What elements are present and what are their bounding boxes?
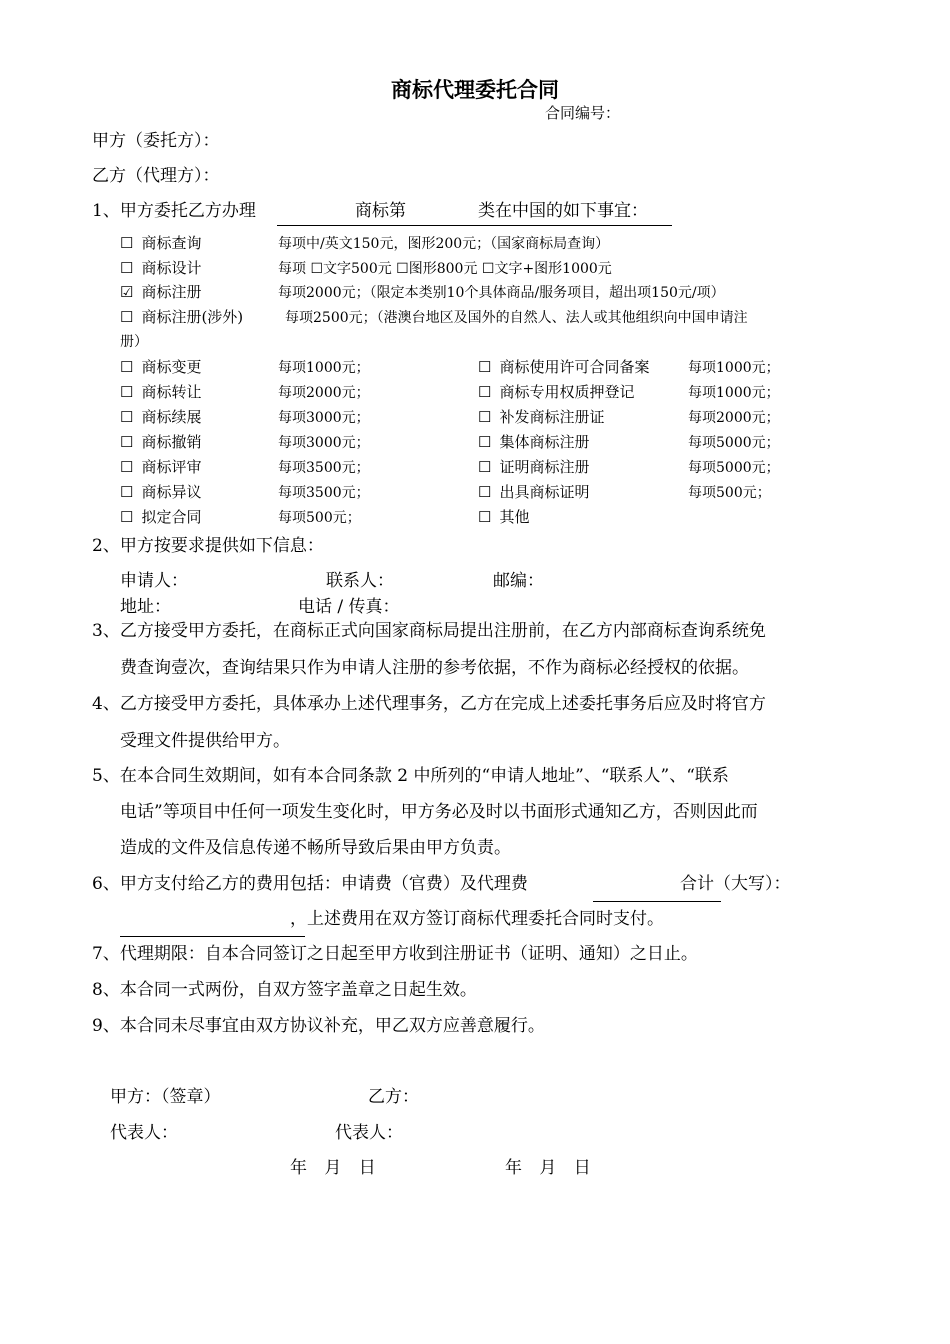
contact-label: 联系人： xyxy=(326,571,394,591)
checkbox[interactable]: ☐ xyxy=(478,458,492,476)
service-price: 每项3000元； xyxy=(278,435,370,451)
service-price: 每项500元； xyxy=(278,510,361,526)
clause-9: 9、本合同未尽事宜由双方协议补充，甲乙双方应善意履行。 xyxy=(92,1016,545,1036)
service-row[interactable] xyxy=(478,356,649,377)
checkbox[interactable]: ☐ xyxy=(478,358,492,376)
clause-8: 8、本合同一式两份，自双方签字盖章之日起生效。 xyxy=(92,980,477,1000)
service-row[interactable] xyxy=(478,431,589,452)
clause-5-line-2: 电话”等项目中任何一项发生变化时，甲方务必及时以书面形式通知乙方，否则因此而 xyxy=(120,802,758,822)
service-label: 商标变更 xyxy=(141,358,202,376)
clause-5-line-1: 5、在本合同生效期间，如有本合同条款 2 中所列的“申请人地址”、“联系人”、“联系 xyxy=(92,766,729,786)
service-price: 每项3500元； xyxy=(278,485,370,501)
checkbox-foreign-registration[interactable]: ☐ xyxy=(120,308,134,326)
service-row-design[interactable] xyxy=(120,257,201,278)
service-price: 每项1000元； xyxy=(278,360,370,376)
service-price: 每项1000元； xyxy=(688,360,780,376)
clause-4-line-1: 4、乙方接受甲方委托，具体承办上述代理事务，乙方在完成上述委托事务后应及时将官方 xyxy=(92,694,766,714)
clause-6-line-2: ，上述费用在双方签订商标代理委托合同时支付。 xyxy=(290,909,664,929)
service-label: 集体商标注册 xyxy=(499,433,590,451)
service-label: 出具商标证明 xyxy=(499,483,590,501)
service-label: 商标查询 xyxy=(141,234,202,252)
checkbox[interactable]: ☐ xyxy=(478,433,492,451)
service-label: 商标撤销 xyxy=(141,433,202,451)
service-price: 每项5000元； xyxy=(688,460,780,476)
clause-6-total-label: 合计（大写）： xyxy=(680,874,791,894)
address-label: 地址： xyxy=(120,597,171,617)
clause-1-middle: 商标第 xyxy=(355,201,406,221)
service-label: 商标注册 xyxy=(141,283,202,301)
service-price: 每项2500元；（港澳台地区及国外的自然人、法人或其他组织向中国申请注 xyxy=(285,310,748,326)
checkbox[interactable]: ☐ xyxy=(120,358,134,376)
service-label: 商标转让 xyxy=(141,383,202,401)
service-row[interactable] xyxy=(478,481,589,502)
party-b-label: 乙方（代理方）： xyxy=(92,166,220,186)
checkbox[interactable]: ☐ xyxy=(478,383,492,401)
service-price: 每项2000元； xyxy=(688,410,780,426)
service-label: 商标续展 xyxy=(141,408,202,426)
service-row[interactable] xyxy=(120,456,201,477)
clause-5-line-3: 造成的文件及信息传递不畅所导致后果由甲方负责。 xyxy=(120,838,511,858)
party-b-date: 年 月 日 xyxy=(505,1158,591,1178)
party-a-label: 甲方（委托方）： xyxy=(92,131,220,151)
party-b-signature: 乙方： xyxy=(368,1087,419,1107)
service-label: 商标设计 xyxy=(141,259,202,277)
checkbox[interactable]: ☐ xyxy=(478,408,492,426)
service-price-wrap: 册） xyxy=(120,334,148,350)
checkbox[interactable]: ☐ xyxy=(478,508,492,526)
checkbox[interactable]: ☐ xyxy=(120,458,134,476)
service-row[interactable] xyxy=(478,456,589,477)
contract-number-label: 合同编号： xyxy=(545,104,621,122)
service-label: 证明商标注册 xyxy=(499,458,590,476)
page-title: 商标代理委托合同 xyxy=(391,78,559,102)
service-row-query[interactable] xyxy=(120,232,201,253)
service-row-foreign-registration[interactable] xyxy=(120,306,243,327)
clause-3-line-2: 费查询壹次，查询结果只作为申请人注册的参考依据，不作为商标必经授权的依据。 xyxy=(120,658,749,678)
service-row[interactable] xyxy=(120,481,201,502)
service-label: 拟定合同 xyxy=(141,508,202,526)
service-price: 每项5000元； xyxy=(688,435,780,451)
service-label: 商标异议 xyxy=(141,483,202,501)
clause-3-line-1: 3、乙方接受甲方委托，在商标正式向国家商标局提出注册前，在乙方内部商标查询系统免 xyxy=(92,621,766,641)
postcode-label: 邮编： xyxy=(493,571,544,591)
service-label: 商标使用许可合同备案 xyxy=(499,358,650,376)
clause-1-suffix: 类在中国的如下事宜： xyxy=(478,201,648,221)
service-label: 补发商标注册证 xyxy=(499,408,605,426)
service-price: 每项500元； xyxy=(688,485,771,501)
service-row-registration[interactable] xyxy=(120,281,201,302)
clause-2: 2、甲方按要求提供如下信息： xyxy=(92,536,324,556)
service-price: 每项中/英文150元，图形200元；（国家商标局查询） xyxy=(278,236,610,252)
service-row[interactable] xyxy=(120,406,201,427)
service-price: 每项2000元； xyxy=(278,385,370,401)
service-label: 商标注册(涉外) xyxy=(141,308,244,326)
service-price: 每项3000元； xyxy=(278,410,370,426)
service-label: 其他 xyxy=(499,508,530,526)
checkbox-registration[interactable]: ☑ xyxy=(120,283,134,301)
service-row[interactable] xyxy=(478,506,529,527)
agency-fee-underline xyxy=(593,901,721,902)
party-a-representative: 代表人： xyxy=(110,1123,178,1143)
service-row[interactable] xyxy=(478,381,634,402)
clause-7: 7、代理期限：自本合同签订之日起至甲方收到注册证书（证明、通知）之日止。 xyxy=(92,944,698,964)
total-amount-underline xyxy=(120,936,305,937)
service-label: 商标专用权质押登记 xyxy=(499,383,635,401)
service-price: 每项 ☐文字500元 ☐图形800元 ☐文字+图形1000元 xyxy=(278,261,612,277)
service-row[interactable] xyxy=(120,381,201,402)
phone-fax-label: 电话 / 传真： xyxy=(298,597,400,617)
clause-1-prefix: 1、甲方委托乙方办理 xyxy=(92,201,256,221)
checkbox[interactable]: ☐ xyxy=(120,433,134,451)
checkbox[interactable]: ☐ xyxy=(120,383,134,401)
checkbox[interactable]: ☐ xyxy=(120,508,134,526)
service-row[interactable] xyxy=(120,431,201,452)
clause-6-prefix: 6、甲方支付给乙方的费用包括：申请费（官费）及代理费 xyxy=(92,874,528,894)
checkbox[interactable]: ☐ xyxy=(120,483,134,501)
service-price: 每项1000元； xyxy=(688,385,780,401)
service-row[interactable] xyxy=(120,356,201,377)
checkbox[interactable]: ☐ xyxy=(478,483,492,501)
service-row[interactable] xyxy=(478,406,604,427)
service-price: 每项3500元； xyxy=(278,460,370,476)
party-b-representative: 代表人： xyxy=(335,1123,403,1143)
clause-1-underline xyxy=(277,225,672,226)
checkbox[interactable]: ☐ xyxy=(120,408,134,426)
service-price: 每项2000元；（限定本类别10个具体商品/服务项目，超出项150元/项） xyxy=(278,285,725,301)
checkbox-query[interactable]: ☐ xyxy=(120,234,134,252)
service-row[interactable] xyxy=(120,506,201,527)
party-a-date: 年 月 日 xyxy=(290,1158,376,1178)
party-a-signature: 甲方：（签章） xyxy=(110,1087,221,1107)
clause-4-line-2: 受理文件提供给甲方。 xyxy=(120,731,290,751)
checkbox-design[interactable]: ☐ xyxy=(120,259,134,277)
service-label: 商标评审 xyxy=(141,458,202,476)
applicant-label: 申请人： xyxy=(120,571,188,591)
